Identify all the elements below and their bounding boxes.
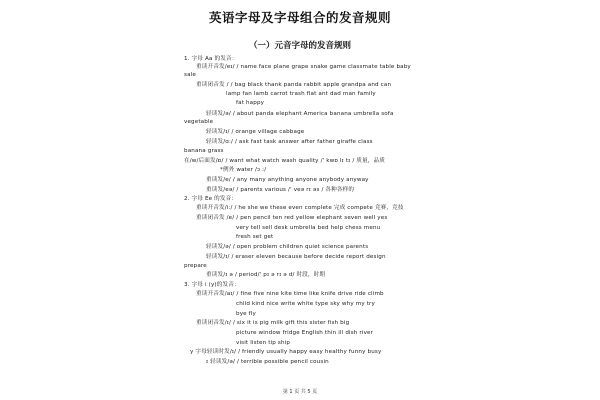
text-line: sale [184, 72, 196, 78]
text-line: 轻读发/ə/ / open problem children quiet science parents [206, 244, 369, 250]
text-line: 重读闭音发/ɪ/ / six it is pig milk gift this sister fish big [196, 320, 350, 326]
section-heading: （一）元音字母的发音规则 [248, 41, 351, 51]
text-line: very tell sell desk umbrella bed help chess menu [236, 225, 381, 231]
text-line: banana grass [184, 148, 224, 154]
text-line: 重读开音发/eɪ/ / name face plane grape snake game classmate table baby [196, 64, 411, 70]
text-line: 1. 字母 Aa 的发音： [184, 56, 238, 62]
text-line: fat happy [236, 100, 265, 106]
page-title: 英语字母及字母组合的发音规则 [208, 10, 391, 25]
text-line: 轻读发/ɪ/ / eraser eleven because before decide report design [206, 254, 386, 260]
text-line: fresh set get [236, 234, 274, 240]
text-line: bye fly [236, 311, 256, 317]
text-line: 重读发/eə/ / parents various /' veə rɪ əs / 各种各样的 [206, 187, 355, 193]
text-line: 重读发/ɪ ə / period/' pɪ ə rɪ ə d/ 时段，时期 [206, 272, 326, 278]
text-line: vegetable [184, 119, 214, 125]
page-footer: 第 1 页 共 5 页 [282, 389, 318, 395]
text-line: *例外 water /ɔ :/ [220, 167, 267, 173]
text-line: prepare [184, 263, 207, 269]
text-line: picture window fridge English thin ill dish river [236, 330, 374, 336]
text-line: child kind nice write white type sky why my try [236, 301, 375, 307]
text-line: 重读开音发/aɪ/ / fine five nine kite time like knife drive ride climb [196, 291, 384, 297]
text-line: lamp fan lamb carrot trash flat ant dad man family [226, 91, 376, 97]
text-line: 在/w/后面发/ɒ/ / want what watch wash quality /' kwɒ lɪ tɪ / 质量，品质 [184, 158, 386, 164]
text-line: 轻读发/ɑ:/ / ask fast task answer after father giraffe class [206, 139, 373, 145]
text-line: 2. 字母 Ee 的发音： [184, 196, 238, 202]
text-line: 重读发/e/ / any many anything anyone anybody anyway [206, 177, 369, 183]
text-line: visit listen tip ship [236, 340, 291, 346]
text-line: y 字母轻读时发/ɪ/ / friendly usually happy easy healthy funny busy [190, 349, 382, 355]
text-line: 轻读发/ə/ / about panda elephant America banana umbrella sofa [206, 111, 394, 117]
text-line: 轻读发/ɪ/ / orange village cabbage [206, 129, 305, 135]
text-line: 重读闭音发 /e/ / pen pencil ten red yellow elephant seven well yes [196, 215, 388, 221]
text-line: 重读开音发/i:/ / he she we these even complete 完成 compete 竞赛，竞技 [196, 205, 404, 211]
text-line: 重读闭音发 / / bag black thank panda rabbit apple grandpa and can [196, 82, 392, 88]
text-line: 3. 字母 i (y)的发音： [184, 282, 240, 288]
text-line: ɪ 轻读发/ə/ / terrible possible pencil cousin [206, 359, 329, 365]
